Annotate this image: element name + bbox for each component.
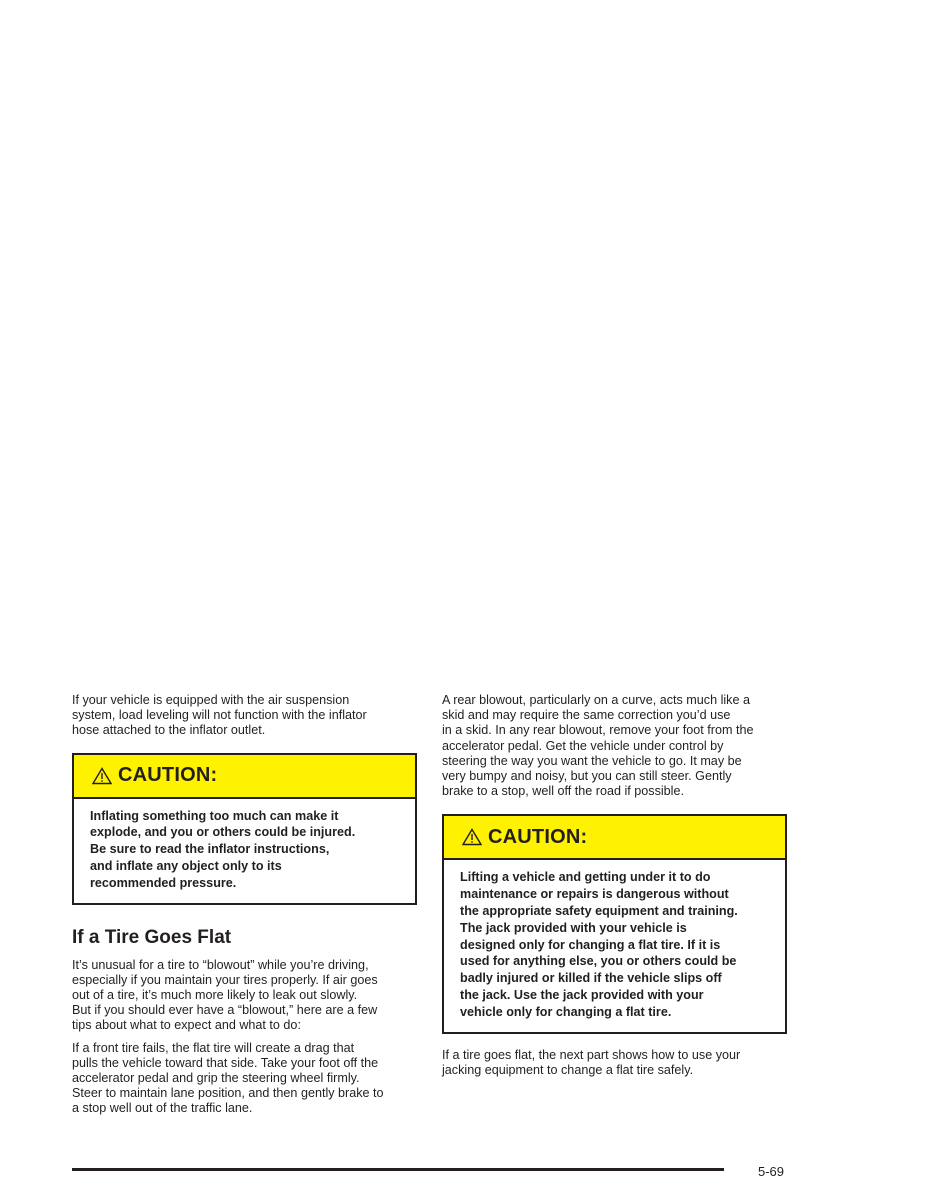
caution-title: CAUTION:	[488, 825, 588, 848]
blowout-paragraph: It’s unusual for a tire to “blowout” while you’re driving, especially if you maintain your tires properly. If air goes out of a tire, it’s much more likely to leak out slowly. But if you should ever have a “blowout,” here are a few tips about what to expect and what to do:	[72, 957, 378, 1033]
right-column	[442, 693, 787, 1085]
warning-triangle-icon	[92, 767, 112, 785]
page-number: 5-69	[758, 1164, 785, 1179]
caution-text: Inflating something too much can make it explode, and you or others could be injured. Be sure to read the inflator instructions, and inflate any object only to its recommended pressure.	[90, 808, 356, 890]
flat-tire-next-paragraph: If a tire goes flat, the next part shows how to use your jacking equipment to change a flat tire safely.	[442, 1047, 741, 1077]
caution-box-jack	[442, 814, 787, 1033]
caution-text: Lifting a vehicle and getting under it to do maintenance or repairs is dangerous without the appropriate safety equipment and training. The jack provided with your vehicle is designed only for changing a flat tire. If it is used for anything else, you or others could be badly injured or killed if the vehicle slips off the jack. Use the jack provided with your vehicle only for changing a flat tire.	[460, 870, 738, 1019]
footer-rule	[72, 1168, 724, 1171]
air-suspension-paragraph: If your vehicle is equipped with the air suspension system, load leveling will not function with the inflator hose attached to the inflator outlet.	[72, 693, 367, 738]
front-tire-paragraph: If a front tire fails, the flat tire will create a drag that pulls the vehicle toward that side. Take your foot off the accelerator pedal and grip the steering wheel firmly. Steer to maintain lane position, and then gently brake to a stop well out of the traffic lane.	[72, 1040, 384, 1116]
caution-box-inflator	[72, 753, 417, 905]
warning-triangle-icon	[462, 828, 482, 846]
caution-header	[74, 755, 415, 799]
caution-header	[444, 816, 785, 860]
caution-title: CAUTION:	[118, 764, 218, 787]
rear-blowout-paragraph: A rear blowout, particularly on a curve, acts much like a skid and may require the same correction you’d use in a skid. In any rear blowout, remove your foot from the accelerator pedal. Get the vehicle under control by steering the way you want the vehicle to go. It may be very bumpy and noisy, but you can still steer. Gently brake to a stop, well off the road if possible.	[442, 693, 754, 799]
left-column	[72, 693, 417, 1124]
section-heading: If a Tire Goes Flat	[72, 926, 232, 948]
